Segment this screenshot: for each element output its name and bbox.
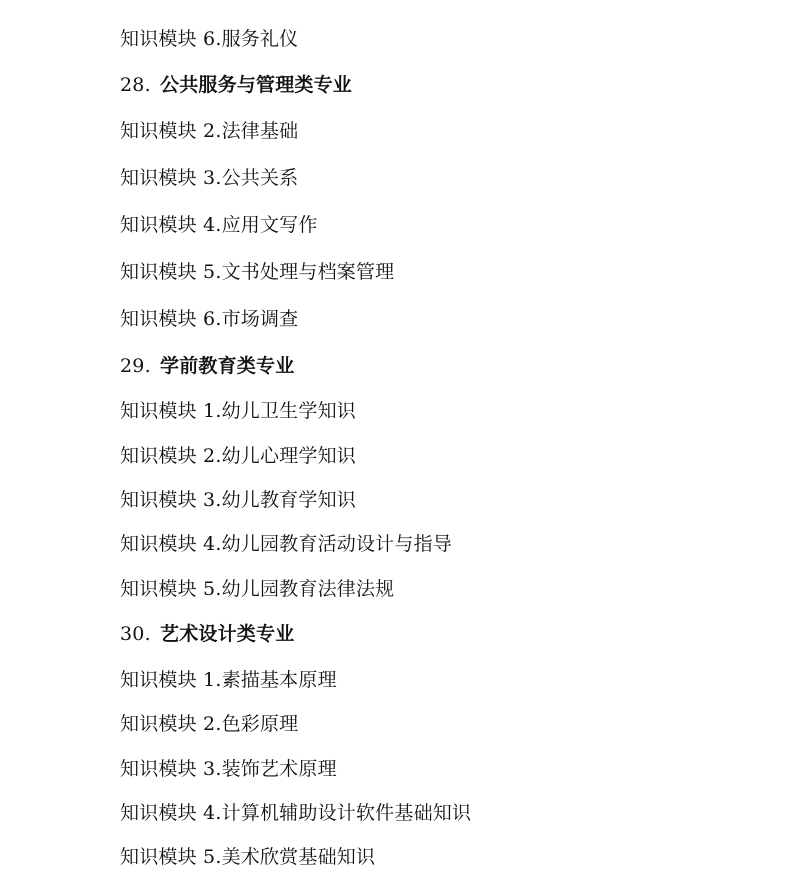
- module-item: 知识模块 5.美术欣赏基础知识: [120, 846, 376, 868]
- module-item: 知识模块 1.幼儿卫生学知识: [120, 400, 356, 422]
- category-number: 29.: [120, 355, 151, 377]
- category-number: 30.: [120, 623, 151, 645]
- module-item: 知识模块 3.幼儿教育学知识: [120, 489, 356, 511]
- module-item: 知识模块 1.素描基本原理: [120, 669, 337, 691]
- module-item: 知识模块 4.计算机辅助设计软件基础知识: [120, 802, 472, 824]
- module-item: 知识模块 6.服务礼仪: [120, 28, 299, 50]
- category-heading-29: [120, 351, 294, 378]
- module-item: 知识模块 6.市场调查: [120, 308, 299, 330]
- module-item: 知识模块 4.幼儿园教育活动设计与指导: [120, 533, 452, 555]
- category-heading-30: [120, 619, 294, 646]
- module-item: 知识模块 3.公共关系: [120, 167, 299, 189]
- category-heading-28: [120, 70, 352, 97]
- module-item: 知识模块 3.装饰艺术原理: [120, 758, 337, 780]
- module-item: 知识模块 5.幼儿园教育法律法规: [120, 578, 395, 600]
- category-title: 公共服务与管理类专业: [160, 74, 353, 96]
- module-item: 知识模块 2.色彩原理: [120, 713, 299, 735]
- category-number: 28.: [120, 74, 151, 96]
- category-title: 艺术设计类专业: [160, 623, 295, 645]
- module-item: 知识模块 5.文书处理与档案管理: [120, 261, 395, 283]
- category-title: 学前教育类专业: [160, 355, 295, 377]
- module-item: 知识模块 2.法律基础: [120, 120, 299, 142]
- module-item: 知识模块 4.应用文写作: [120, 214, 318, 236]
- module-item: 知识模块 2.幼儿心理学知识: [120, 445, 356, 467]
